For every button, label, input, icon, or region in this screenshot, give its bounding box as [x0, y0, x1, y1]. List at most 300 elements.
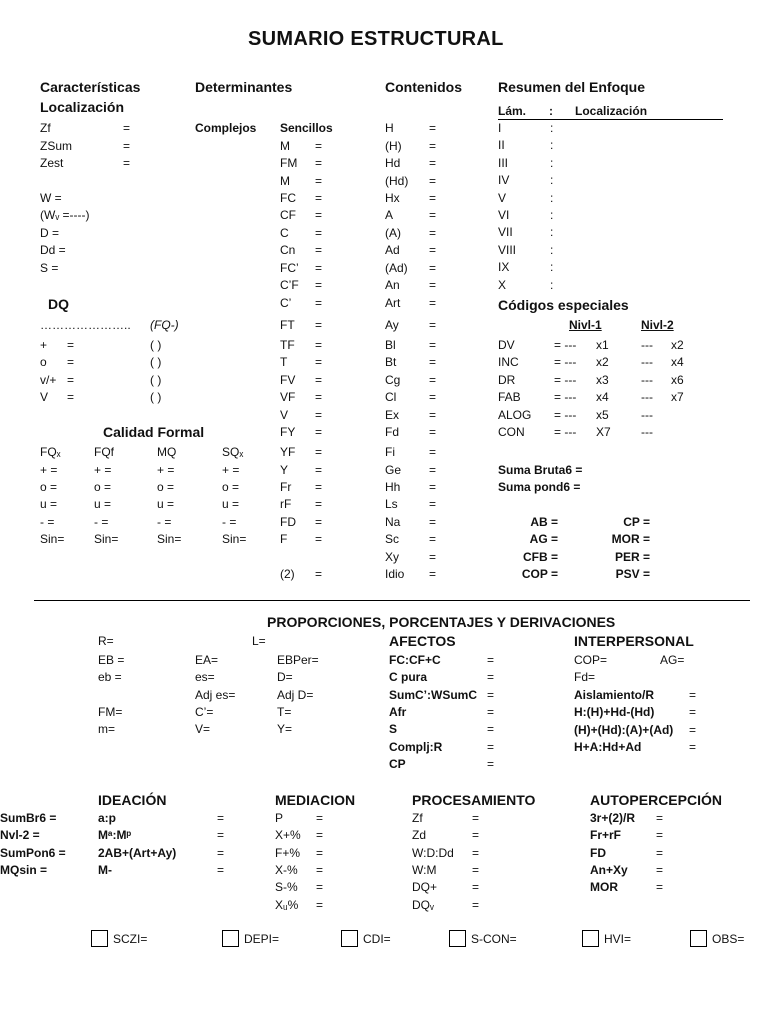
ag-label: AG= — [660, 653, 685, 667]
proporcion-cell: T= — [277, 705, 292, 719]
autopercepcion-eq: = — [656, 811, 664, 825]
interpersonal-eq: = — [689, 739, 697, 754]
cdi-label: CDI= — [363, 932, 391, 946]
contenido-item: Ex — [385, 408, 400, 422]
determinante-item: FM — [280, 156, 298, 170]
determinante-item: FY — [280, 425, 296, 439]
codigo-especial: ALOG — [498, 408, 532, 422]
contenido-item: Ad — [385, 243, 400, 257]
ideacion-heading: IDEACIÓN — [98, 792, 167, 808]
proporcion-cell: FM= — [98, 705, 123, 719]
lamina-label: IX — [498, 260, 510, 275]
obs-label: OBS= — [712, 932, 745, 946]
dq-row-label: o — [40, 355, 47, 369]
zf-label: Zf — [40, 121, 51, 135]
dq-row-label: + — [40, 338, 48, 352]
determinante-item: F — [280, 532, 288, 546]
proporcion-cell: EBPer= — [277, 653, 319, 667]
zest-label: Zest — [40, 156, 64, 170]
contenido-eq: = — [429, 480, 437, 494]
determinante-item: VF — [280, 390, 296, 404]
dd-row: Dd = — [40, 243, 66, 257]
sczi-label: SCZI= — [113, 932, 148, 946]
codigo-eq: = --- — [554, 425, 577, 439]
afecto-eq: = — [487, 722, 495, 737]
afecto-eq: = — [487, 739, 495, 754]
interpersonal-heading: INTERPERSONAL — [574, 633, 694, 649]
interpersonal-eq: = — [689, 722, 697, 737]
afectos-heading: AFECTOS — [389, 633, 456, 649]
contenido-item: (A) — [385, 226, 401, 240]
calidad-cell: + = — [222, 463, 240, 477]
dq-row-label: V — [40, 390, 49, 404]
calidad-cell: + = — [94, 463, 112, 477]
proporcion-cell: es= — [195, 670, 215, 684]
contenido-item: Ge — [385, 463, 402, 477]
summary-label: SumPon6 = — [0, 845, 66, 860]
calidad-formal-heading: Calidad Formal — [103, 424, 205, 440]
contenido-item: Sc — [385, 532, 400, 546]
determinante-eq: = — [315, 261, 323, 275]
determinante-eq: = — [315, 497, 323, 511]
autopercepcion-eq: = — [656, 828, 664, 843]
autopercepcion-item: Fr+rF — [590, 828, 622, 843]
contenido-eq: = — [429, 338, 437, 352]
mediacion-item: X+% — [275, 828, 301, 843]
contenidos-heading: Contenidos — [385, 79, 462, 95]
ideacion-eq: = — [217, 811, 225, 825]
calidad-column-header: SQₓ — [222, 445, 244, 459]
calidad-cell: Sin= — [222, 532, 247, 546]
special-score-right: PSV = — [615, 567, 650, 581]
proporciones-heading: PROPORCIONES, PORCENTAJES Y DERIVACIONES — [267, 614, 616, 630]
autopercepcion-heading: AUTOPERCEPCIÓN — [590, 792, 722, 808]
depi-checkbox[interactable] — [222, 930, 239, 947]
afecto-item: FC:CF+C — [389, 653, 441, 667]
procesamiento-item: Zf — [412, 811, 423, 825]
determinante-eq: = — [315, 208, 323, 222]
lamina-label: VII — [498, 225, 513, 240]
calidad-column-header: MQ — [157, 445, 177, 459]
mediacion-eq: = — [316, 811, 324, 825]
codigo-especial: CON — [498, 425, 525, 439]
determinante-item: FD — [280, 515, 296, 529]
codigo-nivel2-weight: x4 — [671, 355, 684, 369]
r-label: R= — [98, 634, 114, 648]
autopercepcion-item: MOR — [590, 880, 618, 895]
contenido-item: Idio — [385, 567, 405, 581]
summary-label: SumBr6 = — [0, 811, 57, 825]
sczi-checkbox[interactable] — [91, 930, 108, 947]
dq-heading: DQ — [48, 296, 69, 312]
determinante-eq: = — [315, 296, 323, 310]
lamina-label: II — [498, 138, 505, 153]
proporcion-cell: eb = — [98, 670, 122, 684]
determinante-eq: = — [315, 425, 323, 439]
determinante-eq: = — [315, 139, 323, 153]
proporcion-cell: Adj D= — [277, 688, 314, 702]
proporcion-cell: m= — [98, 722, 116, 736]
contenido-eq: = — [429, 390, 437, 404]
afecto-item: S — [389, 722, 398, 737]
determinante-item: C — [280, 226, 289, 240]
dq-row-label: v/+ — [40, 373, 57, 387]
determinante-item: CF — [280, 208, 296, 222]
autopercepcion-eq: = — [656, 862, 664, 877]
contenido-item: Xy — [385, 550, 400, 564]
determinante-item: C’ — [280, 296, 292, 310]
contenido-eq: = — [429, 139, 437, 153]
autopercepcion-item: 3r+(2)/R — [590, 811, 636, 825]
localizacion-col-header: Localización — [575, 104, 648, 118]
mediacion-eq: = — [316, 862, 324, 877]
proporcion-cell: Adj es= — [195, 688, 236, 702]
calidad-cell: Sin= — [157, 532, 182, 546]
contenido-eq: = — [429, 174, 437, 188]
codigo-nivel2-dash: --- — [641, 390, 653, 404]
codigo-especial: FAB — [498, 390, 521, 404]
contenido-item: (Hd) — [385, 174, 409, 188]
complejos-label: Complejos — [195, 121, 257, 135]
determinante-eq: = — [315, 408, 323, 422]
lamina-label: VIII — [498, 242, 517, 257]
lamina-colon: : — [550, 225, 554, 240]
determinante-item: FT — [280, 318, 295, 332]
zf-eq: = — [123, 121, 131, 135]
procesamiento-eq: = — [472, 845, 480, 860]
mediacion-item: S-% — [275, 880, 298, 895]
determinante-eq: = — [315, 156, 323, 170]
s-con-checkbox[interactable] — [449, 930, 466, 947]
sencillos-label: Sencillos — [280, 121, 333, 135]
determinante-eq: = — [315, 532, 323, 546]
afecto-eq: = — [487, 687, 495, 702]
lamina-label: III — [498, 155, 509, 170]
codigo-nivel2-dash: --- — [641, 338, 653, 352]
resumen-underline — [498, 119, 723, 120]
determinante-item: Y — [280, 463, 289, 477]
summary-label: Nvl-2 = — [0, 828, 40, 843]
special-score-left: AB = — [530, 515, 558, 529]
calidad-column-header: FQₓ — [40, 445, 61, 459]
contenido-eq: = — [429, 532, 437, 546]
determinante-eq: = — [315, 174, 323, 188]
determinante-eq: = — [315, 318, 323, 332]
proporcion-cell: EB = — [98, 653, 125, 667]
s-con-label: S-CON= — [471, 932, 517, 946]
special-score-right: PER = — [614, 550, 650, 564]
proporcion-cell: Y= — [277, 722, 293, 736]
codigo-nivel2-dash: --- — [641, 355, 653, 369]
determinantes-heading: Determinantes — [195, 79, 293, 95]
codigo-nivel1-weight: x4 — [596, 390, 609, 404]
codigo-nivel2-dash: --- — [641, 408, 653, 422]
procesamiento-item: DQ+ — [412, 880, 438, 895]
contenido-eq: = — [429, 318, 437, 332]
contenido-eq: = — [429, 278, 437, 292]
contenido-item: Ay — [385, 318, 399, 332]
calidad-cell: - = — [157, 515, 172, 529]
determinante-eq: = — [315, 191, 323, 205]
contenido-eq: = — [429, 296, 437, 310]
mediacion-item: Xᵤ% — [275, 897, 299, 912]
interpersonal-eq: = — [689, 705, 697, 720]
contenido-eq: = — [429, 497, 437, 511]
codigo-eq: = --- — [554, 408, 577, 422]
wv-row: (Wᵥ =----) — [40, 208, 90, 222]
afecto-eq: = — [487, 756, 495, 771]
contenido-eq: = — [429, 515, 437, 529]
calidad-cell: - = — [222, 515, 237, 529]
calidad-cell: u = — [222, 497, 240, 511]
hvi-label: HVI= — [604, 932, 632, 946]
calidad-column-header: FQf — [94, 445, 114, 459]
dq-dots: ………………….. — [40, 318, 131, 332]
interpersonal-item: H:(H)+Hd-(Hd) — [574, 705, 655, 720]
dq-row-paren: ( ) — [150, 373, 162, 387]
determinante-item: V — [280, 408, 289, 422]
determinante-eq: = — [315, 463, 323, 477]
procesamiento-eq: = — [472, 828, 480, 843]
hvi-checkbox[interactable] — [582, 930, 599, 947]
codigo-eq: = --- — [554, 338, 577, 352]
contenido-item: An — [385, 278, 400, 292]
determinante-eq: = — [315, 445, 323, 459]
contenido-eq: = — [429, 425, 437, 439]
determinante-item: FC — [280, 191, 296, 205]
calidad-cell: o = — [40, 480, 58, 494]
contenido-eq: = — [429, 243, 437, 257]
nivel2-header: Nivl-2 — [641, 318, 674, 332]
dq-row-paren: ( ) — [150, 338, 162, 352]
calidad-cell: - = — [40, 515, 55, 529]
section-divider — [34, 600, 750, 601]
autopercepcion-eq: = — [656, 880, 664, 895]
codigo-nivel1-weight: x1 — [596, 338, 609, 352]
afecto-item: SumC’:WSumC — [389, 687, 477, 702]
determinante-item: Fr — [280, 480, 292, 494]
ideacion-eq: = — [217, 845, 225, 860]
afecto-eq: = — [487, 653, 495, 667]
codigo-especial: DR — [498, 373, 516, 387]
ideacion-item: a:p — [98, 811, 116, 825]
special-score-left: COP = — [521, 567, 558, 581]
proporcion-cell: EA= — [195, 653, 219, 667]
lamina-label: I — [498, 121, 502, 135]
determinante-eq: = — [315, 243, 323, 257]
localizacion-heading: Localización — [40, 99, 125, 115]
afecto-item: Complj:R — [389, 739, 443, 754]
contenido-eq: = — [429, 191, 437, 205]
determinante-item: FC’ — [280, 261, 299, 275]
s-row: S = — [40, 261, 59, 275]
codigo-eq: = --- — [554, 355, 577, 369]
codigo-eq: = --- — [554, 390, 577, 404]
contenido-eq: = — [429, 121, 437, 135]
lamina-colon: : — [550, 277, 554, 292]
contenido-eq: = — [429, 408, 437, 422]
procesamiento-eq: = — [472, 897, 480, 912]
lam-colon-header: : — [549, 104, 553, 118]
zest-eq: = — [123, 156, 131, 170]
contenido-eq: = — [429, 550, 437, 564]
mediacion-eq: = — [316, 845, 324, 860]
contenido-item: (Ad) — [385, 261, 408, 275]
determinante-eq: = — [315, 226, 323, 240]
contenido-item: Hx — [385, 191, 400, 205]
caracteristicas-heading: Características — [40, 79, 141, 95]
cdi-checkbox[interactable] — [341, 930, 358, 947]
codigo-nivel1-weight: x2 — [596, 355, 609, 369]
contenido-item: Fi — [385, 445, 395, 459]
fd-label: Fd= — [574, 670, 596, 684]
lamina-colon: : — [550, 242, 554, 257]
procesamiento-eq: = — [472, 811, 480, 825]
dq-fq-label: (FQ-) — [150, 318, 179, 332]
mediacion-eq: = — [316, 880, 324, 895]
obs-checkbox[interactable] — [690, 930, 707, 947]
contenido-eq: = — [429, 567, 437, 581]
autopercepcion-item: FD — [590, 845, 606, 860]
contenido-eq: = — [429, 373, 437, 387]
lamina-colon: : — [550, 260, 554, 275]
contenido-item: Na — [385, 515, 401, 529]
lamina-label: IV — [498, 173, 510, 188]
proporcion-cell: D= — [277, 670, 293, 684]
lamina-label: VI — [498, 208, 510, 222]
calidad-cell: u = — [157, 497, 175, 511]
contenido-item: A — [385, 208, 394, 222]
calidad-cell: o = — [94, 480, 112, 494]
determinante-eq: = — [315, 373, 323, 387]
codigo-eq: = --- — [554, 373, 577, 387]
contenido-eq: = — [429, 261, 437, 275]
contenido-eq: = — [429, 208, 437, 222]
contenido-eq: = — [429, 463, 437, 477]
procesamiento-item: Zd — [412, 828, 427, 843]
calidad-cell: + = — [40, 463, 58, 477]
dq-row-eq: = — [67, 390, 75, 404]
calidad-cell: o = — [222, 480, 240, 494]
contenido-item: Bt — [385, 355, 397, 369]
calidad-cell: o = — [157, 480, 175, 494]
codigo-nivel1-weight: X7 — [596, 425, 611, 439]
determinante-eq: = — [315, 338, 323, 352]
interpersonal-item: H+A:Hd+Ad — [574, 739, 642, 754]
page-title: SUMARIO ESTRUCTURAL — [248, 28, 504, 50]
proporcion-cell: V= — [195, 722, 211, 736]
lamina-colon: : — [550, 208, 554, 222]
special-score-right: MOR = — [611, 532, 650, 546]
calidad-cell: Sin= — [40, 532, 65, 546]
determinante-item: Cn — [280, 243, 296, 257]
contenido-item: Hh — [385, 480, 401, 494]
codigo-nivel2-dash: --- — [641, 373, 653, 387]
procesamiento-item: DQᵥ — [412, 897, 434, 912]
contenido-item: Cg — [385, 373, 401, 387]
contenido-item: Bl — [385, 338, 396, 352]
calidad-cell: Sin= — [94, 532, 119, 546]
autopercepcion-item: An+Xy — [590, 862, 628, 877]
mediacion-item: P — [275, 811, 284, 825]
lamina-colon: : — [550, 173, 554, 188]
determinante-item: FV — [280, 373, 296, 387]
procesamiento-heading: PROCESAMIENTO — [412, 792, 536, 808]
lamina-colon: : — [550, 138, 554, 153]
contenido-item: Hd — [385, 156, 401, 170]
dq-row-paren: ( ) — [150, 390, 162, 404]
zsum-label: ZSum — [40, 139, 73, 153]
determinante-item: YF — [280, 445, 296, 459]
procesamiento-eq: = — [472, 862, 480, 877]
dq-row-paren: ( ) — [150, 355, 162, 369]
lamina-label: V — [498, 190, 507, 205]
contenido-item: Ls — [385, 497, 398, 511]
contenido-item: Fd — [385, 425, 400, 439]
interpersonal-eq: = — [689, 688, 697, 702]
pair-label: (2) — [280, 567, 295, 581]
ideacion-item: M- — [98, 862, 112, 877]
dq-row-eq: = — [67, 355, 75, 369]
determinante-item: rF — [280, 497, 292, 511]
special-score-left: CFB = — [522, 550, 558, 564]
codigo-especial: INC — [498, 355, 519, 369]
mediacion-item: F+% — [275, 845, 301, 860]
calidad-cell: + = — [157, 463, 175, 477]
procesamiento-item: W:M — [412, 862, 437, 877]
determinante-item: C’F — [280, 278, 299, 292]
pair-eq: = — [315, 567, 323, 581]
determinante-eq: = — [315, 390, 323, 404]
determinante-eq: = — [315, 278, 323, 292]
ideacion-eq: = — [217, 828, 225, 843]
mediacion-heading: MEDIACION — [275, 792, 356, 808]
ideacion-eq: = — [217, 862, 225, 877]
codigo-nivel2-weight: x2 — [671, 338, 684, 352]
codigo-nivel2-weight: x6 — [671, 373, 684, 387]
ideacion-item: 2AB+(Art+Ay) — [98, 845, 177, 860]
zsum-eq: = — [123, 139, 131, 153]
suma-pond-label: Suma pond6 = — [498, 480, 581, 494]
mediacion-eq: = — [316, 828, 324, 843]
afecto-eq: = — [487, 670, 495, 685]
mediacion-eq: = — [316, 897, 324, 912]
special-score-right: CP = — [623, 515, 650, 529]
nivel1-header: Nivl-1 — [569, 318, 602, 332]
determinante-item: TF — [280, 338, 295, 352]
codigo-nivel2-weight: x7 — [671, 390, 684, 404]
summary-label: MQsin = — [0, 862, 48, 877]
contenido-item: Cl — [385, 390, 397, 404]
codigo-nivel1-weight: x3 — [596, 373, 609, 387]
codigo-especial: DV — [498, 338, 515, 352]
special-score-left: AG = — [529, 532, 558, 546]
contenido-eq: = — [429, 445, 437, 459]
codigo-nivel1-weight: x5 — [596, 408, 609, 422]
resumen-heading: Resumen del Enfoque — [498, 79, 646, 95]
calidad-cell: u = — [94, 497, 112, 511]
calidad-cell: u = — [40, 497, 58, 511]
autopercepcion-eq: = — [656, 845, 664, 860]
afecto-item: C pura — [389, 670, 428, 685]
afecto-item: CP — [389, 756, 406, 771]
contenido-item: (H) — [385, 139, 402, 153]
suma-bruta-label: Suma Bruta6 = — [498, 463, 583, 477]
contenido-eq: = — [429, 156, 437, 170]
afecto-eq: = — [487, 704, 495, 719]
lamina-colon: : — [550, 190, 554, 205]
lam-col-header: Lám. — [498, 104, 527, 118]
